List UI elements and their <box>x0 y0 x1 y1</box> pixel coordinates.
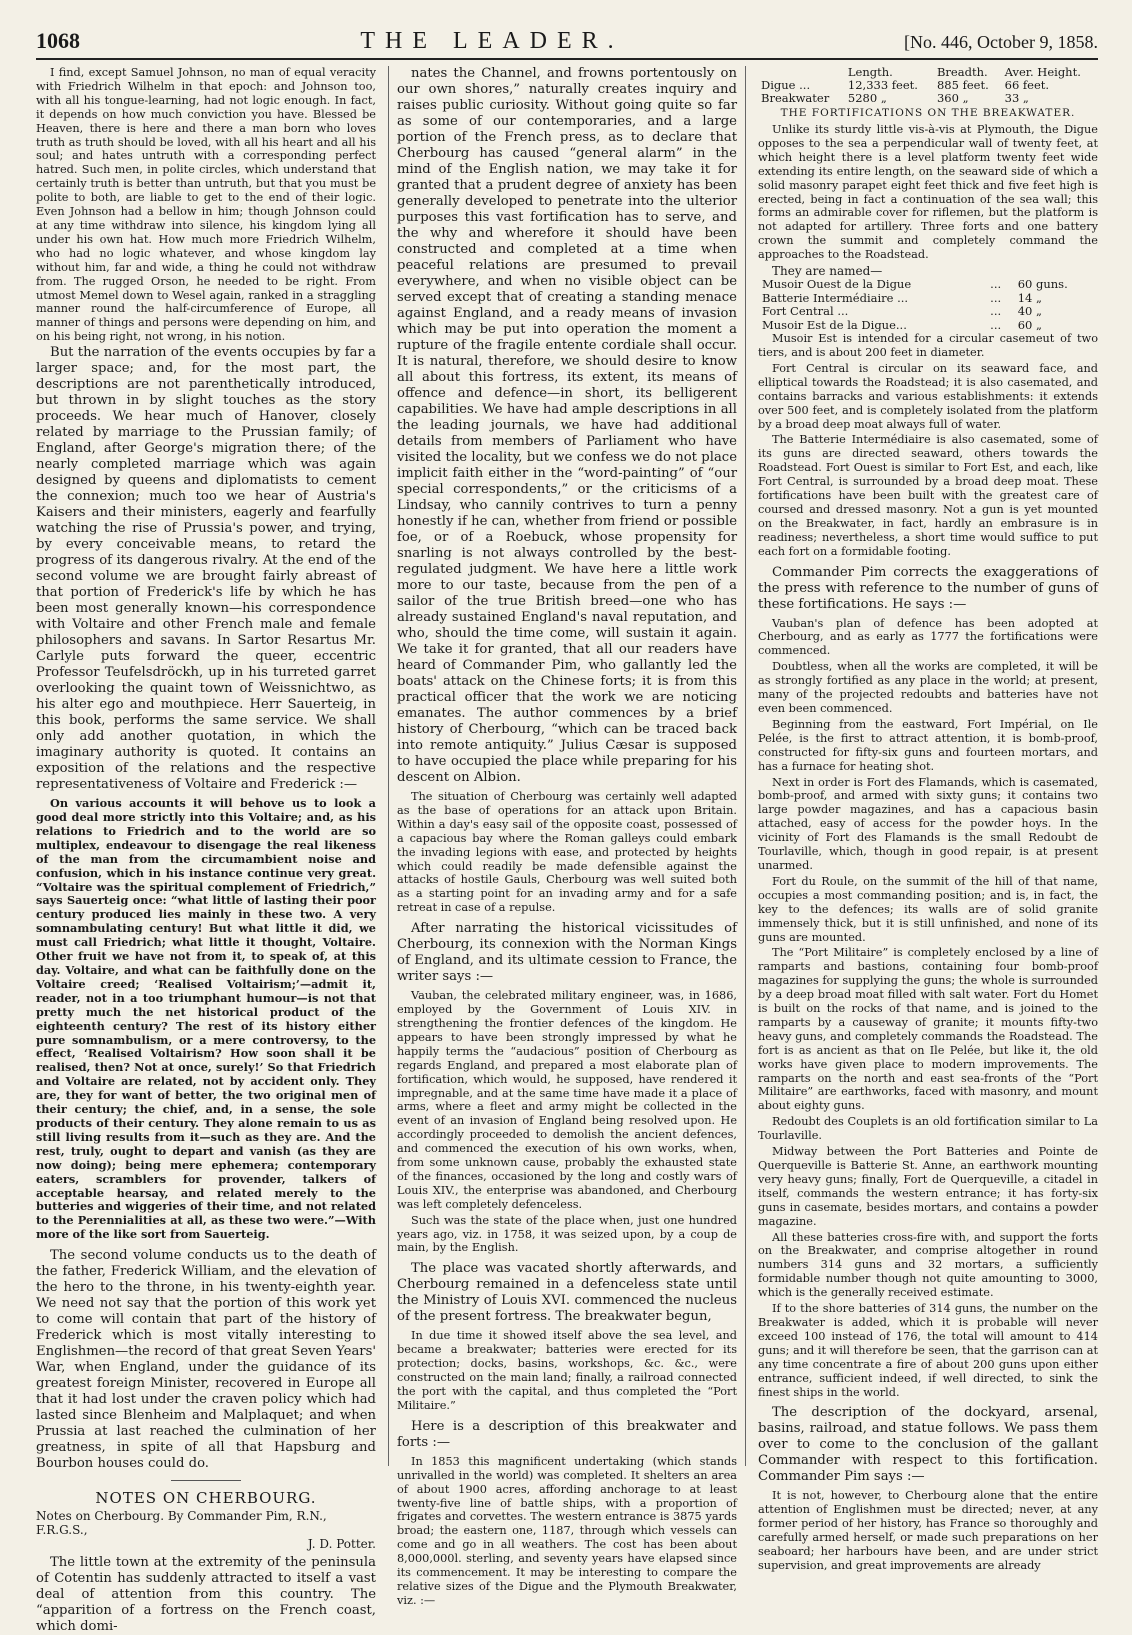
publisher: J. D. Potter. <box>307 1537 376 1552</box>
columns <box>36 65 1098 1635</box>
forts-table <box>758 278 1098 332</box>
table-cell: 5280 „ <box>847 91 887 105</box>
table-cell: 360 „ <box>936 91 969 105</box>
table-cell: Digue ... <box>761 78 811 92</box>
table-cell: ... <box>990 304 1002 319</box>
quotation <box>397 790 737 915</box>
quote-paragraph: On various accounts it will behove us to look a good deal more strictly into this Voltaire; and, as his relations to Friedrich and to the world are so multiplex, endeavour to disengage the real likeness of the man from the circumambient noise and confusion, which in his instance continue very great. “Voltaire was the spiritual complement of Friedrich,” says Sauerteig once: “what little of lasting their poor century produced lies mainly in these two. A very somnambulating century! But what little it did, we must call Friedrich; what little it thought, Voltaire. Other fruit we have not from it, to speak of, at this day. Voltaire, and what can be faithfully done on the Voltaire creed; ‘Realised Voltairism;’—admit it, reader, not in a too triumphant humour—is not that pretty much the net historical product of the eighteenth century? The rest of its history either pure somnambulism, or a mere controversy, to the effect, ‘Realised Voltairism? How soon shall it be realised, then? Not at once, surely!’ So that Friedrich and Voltaire are related, not by accident only. They are, they for want of better, the two original men of their century; the chief, and, in a sense, the sole products of their century. They alone remain to us as still living results from it—such as they are. And the rest, truly, ought to depart and vanish (as they are now doing); being mere ephemera; contemporary eaters, scramblers for provender, talkers of acceptable hearsay, and related merely to the butteries and wiggeries of their time, and not related to the Perennialities at all, as these two were.”—With more of the like sort from Sauerteig. <box>36 796 376 1242</box>
table-header-cell: Length. <box>847 65 893 79</box>
paragraph: The second volume conducts us to the death of the father, Frederick William, and the elevation of the hero to the throne, in his twenty-eighth year. We need not say that the portion of this work yet to come will contain that part of the history of Frederick which is most vitally interesting to Englishmen—the record of that great Seven Years' War, when England, under the guidance of its greatest foreign Minister, recovered in Europe all that it had lost under the craven policy which had lasted since Blenheim and Malplaquet; and when Prussia at last reached the culmination of her greatness, in spite of all that Hapsburg and Bourbon houses could do. <box>36 1248 376 1472</box>
quote-paragraph: Beginning from the eastward, Fort Impérial, on Ile Pelée, is the first to attract attention, it is bomb-proof, constructed for fifty-six guns and fourteen mortars, and has a furnace for heating shot. <box>758 717 1098 773</box>
table-cell: 60 guns. <box>1017 277 1068 292</box>
quote-paragraph: Doubtless, when all the works are completed, it will be as strongly fortified as any place in the world; at present, many of the projected redoubts and batteries have not even been commenced. <box>758 660 1098 715</box>
issue-info: [No. 446, October 9, 1858. <box>904 32 1098 52</box>
table-row <box>758 92 1098 105</box>
table-header-cell: Breadth. <box>936 65 988 79</box>
table-cell: Musoir Ouest de la Digue <box>762 277 912 292</box>
column-middle <box>388 66 746 1607</box>
paragraph: The place was vacated shortly afterwards, and Cherbourg remained in a defenceless state until the Ministry of Louis XVI. commenced the nucleus of the present fortress. The breakwater begun, <box>397 1261 737 1325</box>
quotation <box>397 1455 737 1608</box>
table-cell: 33 „ <box>1004 91 1029 105</box>
column-left <box>36 66 376 1635</box>
quotation <box>36 797 376 1242</box>
paragraph: I find, except Samuel Johnson, no man of equal veracity with Friedrich Wilhelm in that epoch: and Johnson too, with all his tongue-learning, had not logic enough. In fact, it depends on how much conviction you have. Blessed be Heaven, there is here and there a man born who loves truth as truth should be loved, with all his heart and all his soul; and hates untruth with a corresponding perfect hatred. Such men, in polite circles, which understand that certainly truth is better than untruth, but that you must be polite to both, are liable to get to the end of their logic. Even Johnson had a bellow in him; though Johnson could at any time withdraw into silence, his kingdom lying all under his own hat. How much more Friedrich Wilhelm, who had no logic whatever, and whose kingdom lay without him, far and wide, a thing he could not withdraw from. The rugged Orson, he needed to be right. From utmost Memel down to Wesel again, ranked in a straggling manner round the half-circumference of Europe, all manner of things and persons were depending on him, and on his being right, not wrong, in his notion. <box>36 66 376 344</box>
newspaper-title: THE LEADER. <box>360 28 624 54</box>
quotation <box>758 1489 1098 1572</box>
quote-paragraph: In due time it showed itself above the sea level, and became a breakwater; batteries were erected for its protection; docks, basins, workshops, &c. &c., were constructed on the main land; finally, a railroad connected the port with the capital, and thus completed the “Port Militaire.” <box>397 1329 737 1412</box>
quote-paragraph: Musoir Est is intended for a circular casemeut of two tiers, and is about 200 feet in diameter. <box>758 332 1098 359</box>
table-cell: Breakwater <box>761 91 830 105</box>
paragraph: The description of the dockyard, arsenal, basins, railroad, and statue follows. We pass them over to come to the conclusion of the gallant Commander with respect to this fortification. Commander Pim says :— <box>758 1405 1098 1485</box>
table-cell: 14 „ <box>1017 290 1042 305</box>
divider <box>171 1480 241 1481</box>
quote-paragraph: The “Port Militaire” is completely enclosed by a line of ramparts and bastions, containing four bomb-proof magazines for supplying the guns; the whole is surrounded by a deep broad moat filled with salt water. Fort du Homet is built on the rocks of that name, and is joined to the ramparts by a causeway of granite; it mounts fifty-two heavy guns, and completely commands the Roadstead. The fort is as ancient as that on Ile Pelée, but like it, the old works have given place to modern improvements. The ramparts on the north and east sea-fronts of the “Port Militaire” are earthworks, faced with masonry, and mount about eighty guns. <box>758 946 1098 1113</box>
table-cell: ... <box>990 277 1002 292</box>
byline <box>36 1509 376 1551</box>
list-intro: They are named— <box>772 264 883 279</box>
section-title: NOTES ON CHERBOURG. <box>95 1489 317 1508</box>
quotation <box>758 123 1098 559</box>
quote-paragraph: Midway between the Port Batteries and Pointe de Querqueville is Batterie St. Anne, an earthwork mounting very heavy guns; finally, Fort de Querqueville, a citadel in itself, commands the western entrance; it has forty-six guns in casemate, besides mortars, and contains a powder magazine. <box>758 1145 1098 1228</box>
quote-paragraph: Fort Central is circular on its seaward face, and elliptical towards the Roadstead; it is also casemated, and contains barracks and various establishments: it extends over 500 feet, and is completely isolated from the platform by a broad deep moat always full of water. <box>758 361 1098 431</box>
paragraph: nates the Channel, and frowns portentously on our own shores,” naturally creates inquiry and raises public curiosity. Without going quite so far as some of our contemporaries, and a large portion of the French press, as to declare that Cherbourg has caused “general alarm” in the mind of the English nation, we may take it for granted that a prudent degree of anxiety has been generally developed to penetrate into the ulterior purposes this vast fortification has to serve, and the why and wherefore it should have been constructed and completed at a time when peaceful relations are presumed to prevail everywhere, and when no visible object can be served except that of creating a standing menace against England, and a ready means of invasion which may be put into operation the moment a rupture of the fragile entente cordiale shall occur. It is natural, therefore, we should desire to know all about this fortress, its extent, its means of offence and defence—in short, its belligerent capabilities. We have had ample descriptions in all the leading journals, we have had additional details from members of Parliament who have visited the locality, but we confess we do not place implicit faith either in the “word-painting” of “our special correspondents,” or the criticisms of a Lindsay, who cannily contrives to turn a penny honestly if he can, whether from friend or possible foe, or of a Roebuck, whose propensity for snarling is not always controlled by the best-regulated judgment. We have here a little work more to our taste, because from the pen of a sailor of the true British breed—one who has already sustained England's naval reputation, and who, should the time come, will sustain it again. We take it for granted, that all our readers have heard of Commander Pim, who gallantly led the boats' attack on the Chinese forts; it is from this practical officer that the work we are noticing emanates. The author commences by a brief history of Cherbourg, “which can be traced back into remote antiquity.” Julius Cæsar is supposed to have occupied the place while preparing for his descent on Albion. <box>397 66 737 785</box>
table-cell: 66 feet. <box>1004 78 1050 92</box>
subheading: THE FORTIFICATIONS ON THE BREAKWATER. <box>780 107 1076 119</box>
quote-paragraph: Next in order is Fort des Flamands, which is casemated, bomb-proof, and armed with sixty guns; it contains two large powder magazines, and has a capacious basin attached, easy of access for the powder hoys. In the vicinity of Fort des Flamands is the small Redoubt de Tourlaville, which, though in good repair, is at present unarmed. <box>758 775 1098 872</box>
table-cell: ... <box>990 317 1002 332</box>
table-header-cell: Aver. Height. <box>1004 65 1081 79</box>
table-row <box>758 305 1098 319</box>
quote-paragraph: In 1853 this magnificent undertaking (which stands unrivalled in the world) was completed. It shelters an area of about 1900 acres, affording anchorage to at least twenty-five line of battle ships, with a proportion of frigates and corvettes. The western entrance is 3875 yards broad; the eastern one, 1187, through which vessels can come and go in all weathers. The cost has been about 8,000,000l. sterling, and seventy years have elapsed since its commencement. It may be interesting to compare the relative sizes of the Digue and the Plymouth Breakwater, viz. :— <box>397 1454 737 1607</box>
byline-text: Notes on Cherbourg. By Commander Pim, R.N., F.R.G.S., <box>36 1509 327 1538</box>
table-cell: Musoir Est de la Digue... <box>762 317 907 332</box>
paragraph: After narrating the historical vicissitudes of Cherbourg, its connexion with the Norman Kings of England, and its ultimate cession to France, the writer says :— <box>397 921 737 985</box>
quote-paragraph: Such was the state of the place when, just one hundred years ago, viz. in 1758, it was seized upon, by a coup de main, by the English. <box>397 1213 737 1255</box>
paragraph: Commander Pim corrects the exaggerations of the press with reference to the number of guns of these fortifications. He says :— <box>758 564 1098 612</box>
dimensions-table <box>758 66 1098 105</box>
table-cell: Batterie Intermédiaire ... <box>762 290 909 305</box>
masthead <box>36 28 1098 60</box>
column-right <box>758 65 1098 1572</box>
quotation <box>758 617 1098 1400</box>
quotation <box>397 1329 737 1412</box>
page-number: 1068 <box>36 28 80 53</box>
quote-paragraph: Fort du Roule, on the summit of the hill of that name, occupies a most commanding position; and is, in fact, the key to the defences; its walls are of solid granite immensely thick, but it is still unfinished, and none of its guns are mounted. <box>758 874 1098 944</box>
table-row <box>758 278 1098 292</box>
quote-paragraph: Redoubt des Couplets is an old fortification similar to La Tourlaville. <box>758 1115 1098 1143</box>
table-cell: 60 „ <box>1017 317 1042 332</box>
table-cell: 885 feet. <box>936 78 989 92</box>
quote-paragraph: Vauban, the celebrated military engineer, was, in 1686, employed by the Government of Louis XIV. in strengthening the frontier defences of the kingdom. He appears to have been strongly impressed by what he happily terms the “audacious” position of Cherbourg as regards England, and prepared a most elaborate plan of fortification, which would, he supposed, have rendered it impregnable, and at the same time have made it a place of arms, where a fleet and army might be collected in the event of an invasion of England being resolved upon. He accordingly proceeded to demolish the ancient defences, and commenced the execution of his own works, when, from some unknown cause, probably the exhausted state of the finances, occasioned by the long and costly wars of Louis XIV., the enterprise was abandoned, and Cherbourg was left completely defenceless. <box>397 989 737 1211</box>
quote-paragraph: The Batterie Intermédiaire is also casemated, some of its guns are directed seaward, others towards the Roadstead. Fort Ouest is similar to Fort Est, and each, like Fort Central, is surrounded by a broad deep moat. These fortifications have been built with the greatest care of coursed and dressed masonry. Not a gun is yet mounted on the Breakwater, in fact, hardly an embrasure is in readiness; nevertheless, a short time would suffice to put each fort on a formidable footing. <box>758 433 1098 558</box>
quote-paragraph: All these batteries cross-fire with, and support the forts on the Breakwater, and comprise altogether in round numbers 314 guns and 32 mortars, a sufficiently formidable number though not quite amounting to 3000, which is the generally received estimate. <box>758 1230 1098 1300</box>
table-cell: 12,333 feet. <box>847 78 918 92</box>
table-row <box>758 319 1098 333</box>
table-cell: 40 „ <box>1017 304 1042 319</box>
table-cell: ... <box>990 290 1002 305</box>
quotation <box>397 989 737 1255</box>
paragraph: Here is a description of this breakwater and forts :— <box>397 1418 737 1450</box>
paragraph: The little town at the extremity of the peninsula of Cotentin has suddenly attracted to itself a vast deal of attention from this country. The “apparition of a fortress on the French coast, which domi- <box>36 1555 376 1635</box>
quote-paragraph: Unlike its sturdy little vis-à-vis at Plymouth, the Digue opposes to the sea a perpendicular wall of twenty feet, at which height there is a level platform twenty feet wide extending its entire length, on the seaward side of which a solid masonry parapet eight feet thick and five feet high is erected, being in fact a continuation of the sea wall; this forms an admirable cover for riflemen, but the platform is not adapted for artillery. Three forts and one battery crown the summit and completely command the approaches to the Roadstead. <box>758 123 1098 262</box>
quote-paragraph: If to the shore batteries of 314 guns, the number on the Breakwater is added, which it is probable will never exceed 100 instead of 176, the total will amount to 414 guns; and it will therefore be seen, that the garrison can at any time concentrate a fire of about 200 guns upon either entrance, sufficient indeed, if well directed, to sink the finest ships in the world. <box>758 1302 1098 1399</box>
paragraph: But the narration of the events occupies by far a larger space; and, for the most part, the descriptions are not parenthetically introduced, but thrown in by slight touches as the story proceeds. We hear much of Hanover, closely related by marriage to the Prussian family; of England, after George's migration there; of the nearly completed marriage which was again designed by queens and diplomatists to cement the connexion; much too we hear of Austria's Kaisers and their ministers, eagerly and fearfully watching the rise of Prussia's power, and trying, by every conceivable means, to retard the progress of its dangerous rivalry. At the end of the second volume we are brought fairly abreast of that portion of Frederick's life by which he has been most generally known—his correspondence with Voltaire and other French male and female philosophers and savans. In Sartor Resartus Mr. Carlyle puts forward the queer, eccentric Professor Teufelsdröckh, up in his turreted garret overlooking the quaint town of Weissnichtwo, as his alter ego and mouthpiece. Herr Sauerteig, in this book, performs the same service. We shall only add another quotation, in which the imaginary authority is quoted. It contains an exposition of the relations and the respective representativeness of Voltaire and Frederick :— <box>36 345 376 793</box>
table-cell: Fort Central ... <box>762 304 849 319</box>
quote-paragraph: Vauban's plan of defence has been adopted at Cherbourg, and as early as 1777 the fortifications were commenced. <box>758 616 1098 658</box>
quote-paragraph: It is not, however, to Cherbourg alone that the entire attention of Englishmen must be directed; never, at any former period of her history, has France so thoroughly and carefully armed herself, or made such preparations on her seaboard; her harbours have been, and are under strict supervision, and great improvements are already <box>758 1489 1098 1572</box>
table-row <box>758 292 1098 306</box>
quote-paragraph: The situation of Cherbourg was certainly well adapted as the base of operations for an attack upon Britain. Within a day's easy sail of the opposite coast, possessed of a capacious bay where the Roman galleys could embark the invading legions with ease, and protected by heights which could readily be made defensible against the attacks of hostile Gauls, Cherbourg was well suited both as a starting point for an invading army and for a safe retreat in case of a repulse. <box>397 790 737 915</box>
